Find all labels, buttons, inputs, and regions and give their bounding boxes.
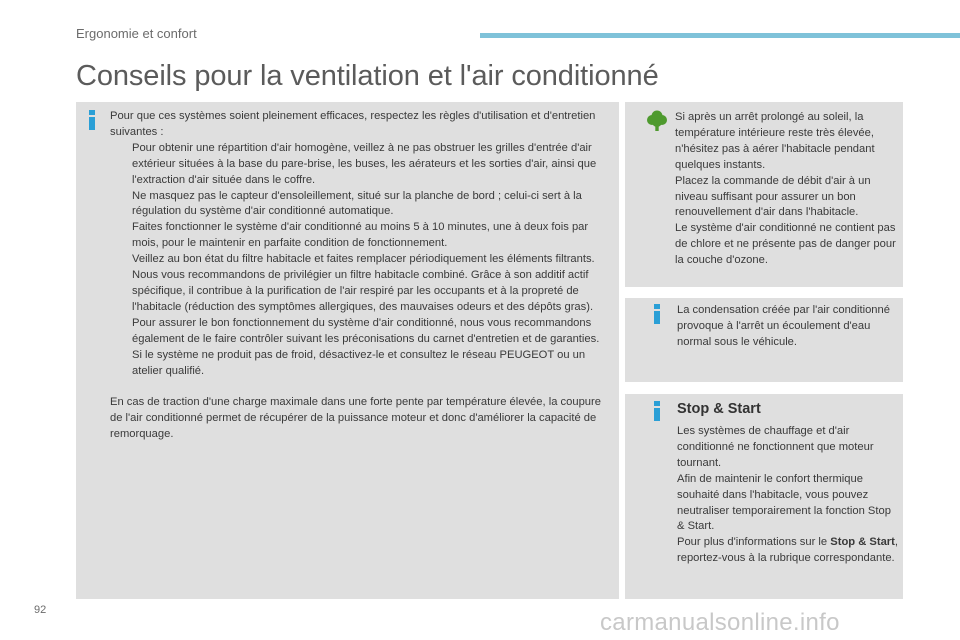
info-icon (654, 304, 660, 324)
watermark: carmanualsonline.info (600, 609, 840, 636)
filter-note: Nous vous recommandons de privilégier un filtre habitacle combiné. Grâce à son additif actif spécifique, il contribue à la purification de l'air respiré par les occupants et à la propreté de l'habitacle (réduction des symptômes allergiques, des mauvaises odeurs et des dépôts gras). (132, 269, 594, 313)
list-item (110, 189, 616, 221)
stop-start-paragraph: Les systèmes de chauffage et d'air conditionné ne fonctionnent que moteur tournant. (677, 425, 874, 469)
stop-start-paragraph: Afin de maintenir le confort thermique souhaité dans l'habitacle, vous pouvez neutraliser temporairement la fonction Stop & Start. (677, 472, 891, 533)
info-icon (654, 401, 660, 421)
page-number: 92 (34, 604, 47, 616)
list-item (110, 220, 616, 252)
section-label: Ergonomie et confort (76, 26, 197, 41)
bullet-text: Pour assurer le bon fonctionnement du système d'air conditionné, nous vous recommandons également de le faire contrôler suivant les préconisations du carnet d'entretien et de garanties. (132, 316, 600, 345)
stop-start-text (677, 424, 899, 567)
ozone-text (675, 110, 897, 269)
bullet-text: Faites fonctionner le système d'air conditionné au moins 5 à 10 minutes, une à deux fois par mois, pour le maintenir en parfaite condition de fonctionnement. (132, 221, 589, 250)
condensation-paragraph: La condensation créée par l'air conditionné provoque à l'arrêt un écoulement d'eau normal sous le véhicule. (677, 304, 890, 348)
list-item (110, 316, 616, 348)
bullet-text: Pour obtenir une répartition d'air homogène, veillez à ne pas obstruer les grilles d'entrée d'air extérieur situées à la base du pare-brise, les buses, les aérateurs et les sorties d'air, ainsi que l'extraction d'air située dans le coffre. (132, 141, 597, 186)
ozone-paragraph: Le système d'air conditionné ne contient pas de chlore et ne présente pas de danger pour la couche d'ozone. (675, 222, 896, 267)
eco-tree-icon (647, 110, 667, 132)
bullet-text: Veillez au bon état du filtre habitacle et faites remplacer périodiquement les éléments filtrants. (132, 253, 595, 266)
list-item (110, 252, 616, 268)
stop-start-paragraph (677, 535, 899, 567)
intro-text: Pour que ces systèmes soient pleinement efficaces, respectez les règles d'utilisation et d'entretien suivantes : (110, 110, 596, 138)
bullet-text: Si le système ne produit pas de froid, désactivez-le et consultez le réseau PEUGEOT ou un atelier qualifié. (132, 348, 586, 377)
stop-start-ref-pre: Pour plus d'informations sur le (677, 536, 831, 549)
stop-start-ref-post: , reportez-vous à la rubrique correspondante. (677, 536, 898, 565)
info-icon (89, 110, 95, 130)
header-accent-bar (480, 33, 960, 38)
traction-note: En cas de traction d'une charge maximale dans une forte pente par température élevée, la coupure de l'air conditionné permet de récupérer de la puissance moteur et donc d'améliorer la capacité de remorquage. (110, 396, 601, 441)
main-advice-text (110, 109, 616, 443)
condensation-text (677, 303, 897, 351)
stop-start-title: Stop & Start (677, 401, 761, 417)
page-title: Conseils pour la ventilation et l'air conditionné (76, 60, 659, 92)
stop-start-ref-bold: Stop & Start (830, 536, 895, 549)
ozone-paragraph: Placez la commande de débit d'air à un niveau suffisant pour assurer un bon renouvellement d'air dans l'habitacle. (675, 174, 871, 219)
ozone-paragraph: Si après un arrêt prolongé au soleil, la température intérieure reste très élevée, n'hésitez pas à aérer l'habitacle pendant quelques instants. (675, 111, 875, 171)
bullet-text: Ne masquez pas le capteur d'ensoleillement, situé sur la planche de bord ; celui-ci sert à la régulation du système d'air conditionné automatique. (132, 189, 582, 218)
list-item (110, 348, 616, 380)
list-item (110, 141, 616, 189)
